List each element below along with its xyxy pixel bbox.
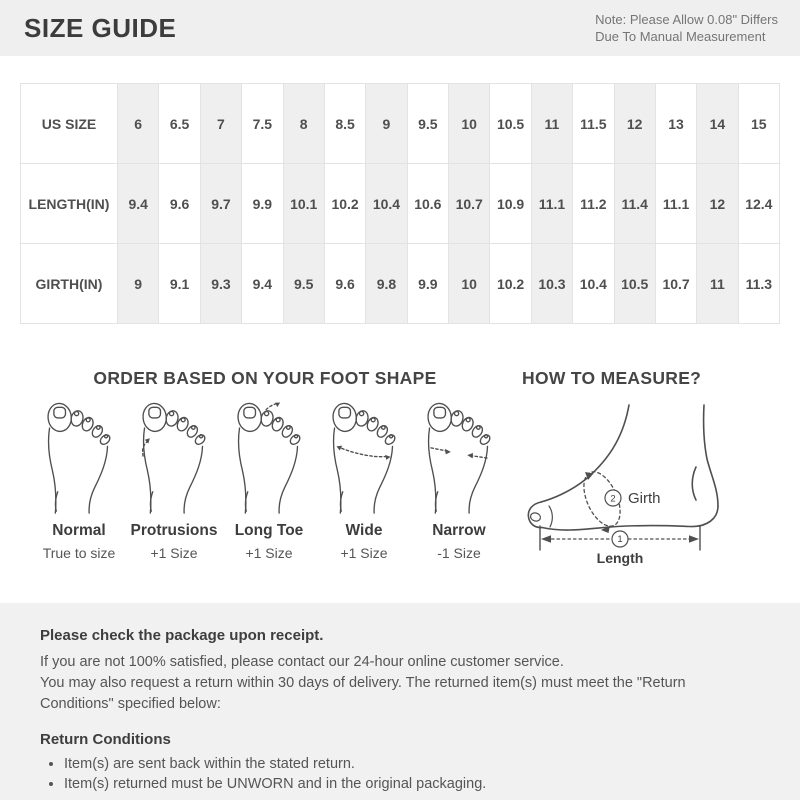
note-line-2: Due To Manual Measurement — [595, 29, 766, 44]
foot-shape-advice: +1 Size — [340, 545, 388, 561]
row-label: LENGTH(IN) — [21, 164, 118, 244]
foot-shape-item — [317, 401, 411, 561]
size-cell: 10.5 — [614, 244, 655, 324]
size-cell: 9.4 — [118, 164, 159, 244]
foot-shape-item — [127, 401, 221, 561]
return-info-panel — [0, 603, 800, 800]
foot-icon-wide — [329, 401, 399, 515]
size-cell: 9 — [118, 244, 159, 324]
foot-shape-item — [222, 401, 316, 561]
foot-icon-long-toe — [234, 401, 304, 515]
size-cell: 9.9 — [242, 164, 283, 244]
return-condition-item: • Item(s) are sent back within the stated return. — [64, 754, 760, 774]
size-cell: 12 — [614, 84, 655, 164]
foot-shape-title: ORDER BASED ON YOUR FOOT SHAPE — [93, 368, 437, 388]
size-cell: 11.2 — [573, 164, 614, 244]
foot-shape-advice: +1 Size — [245, 545, 293, 561]
girth-number: 2 — [610, 493, 616, 505]
size-table-wrap — [20, 83, 780, 324]
size-cell: 8.5 — [324, 84, 365, 164]
size-cell: 11.4 — [614, 164, 655, 244]
girth-label: Girth — [628, 490, 661, 507]
size-cell: 9.6 — [324, 244, 365, 324]
size-cell: 10 — [449, 84, 490, 164]
size-cell: 11.3 — [738, 244, 779, 324]
size-cell: 6 — [118, 84, 159, 164]
foot-shape-name: Long Toe — [234, 522, 304, 539]
table-row — [21, 84, 780, 164]
satisfaction-line: If you are not 100% satisfied, please contact our 24-hour online customer service. — [40, 654, 564, 670]
foot-shape-name: Protrusions — [130, 522, 218, 539]
foot-shape-name: Narrow — [432, 522, 486, 539]
row-label: GIRTH(IN) — [21, 244, 118, 324]
size-cell: 10.6 — [407, 164, 448, 244]
size-cell: 9.4 — [242, 244, 283, 324]
size-cell: 15 — [738, 84, 779, 164]
size-table-body — [21, 84, 780, 324]
size-cell: 11.1 — [655, 164, 696, 244]
size-cell: 7.5 — [242, 84, 283, 164]
foot-icon-protrusions — [139, 401, 209, 515]
size-cell: 8 — [283, 84, 324, 164]
size-cell: 10.5 — [490, 84, 531, 164]
size-cell: 9.5 — [407, 84, 448, 164]
size-cell: 7 — [200, 84, 241, 164]
size-cell: 9.1 — [159, 244, 200, 324]
size-cell: 11.1 — [531, 164, 572, 244]
size-cell: 10.4 — [573, 244, 614, 324]
foot-shape-name: Wide — [345, 522, 383, 539]
foot-shape-item — [32, 401, 126, 561]
size-cell: 10.7 — [449, 164, 490, 244]
size-cell: 13 — [655, 84, 696, 164]
size-cell: 9.9 — [407, 244, 448, 324]
length-number: 1 — [617, 534, 623, 546]
size-cell: 12.4 — [738, 164, 779, 244]
return-conditions-list — [40, 754, 760, 794]
size-cell: 11 — [531, 84, 572, 164]
middle-section — [0, 368, 800, 584]
return-conditions-heading: Return Conditions — [40, 731, 171, 748]
row-label: US SIZE — [21, 84, 118, 164]
size-cell: 10.3 — [531, 244, 572, 324]
how-to-measure-title: HOW TO MEASURE? — [522, 368, 702, 388]
size-cell: 10 — [449, 244, 490, 324]
foot-shape-advice: True to size — [42, 545, 116, 561]
size-cell: 10.2 — [324, 164, 365, 244]
page-title: SIZE GUIDE — [24, 12, 177, 43]
foot-icon-normal — [44, 401, 114, 515]
size-cell: 10.7 — [655, 244, 696, 324]
size-cell: 11.5 — [573, 84, 614, 164]
how-to-measure-section — [508, 368, 800, 584]
measure-diagram — [522, 399, 772, 579]
length-label: Length — [596, 550, 644, 566]
size-cell: 12 — [697, 164, 738, 244]
foot-icon-narrow — [424, 401, 494, 515]
size-cell: 10.9 — [490, 164, 531, 244]
size-cell: 11 — [697, 244, 738, 324]
size-cell: 9.8 — [366, 244, 407, 324]
size-cell: 10.2 — [490, 244, 531, 324]
foot-shape-row — [30, 401, 508, 561]
foot-shape-item — [412, 401, 506, 561]
size-cell: 10.4 — [366, 164, 407, 244]
note-line-1: Note: Please Allow 0.08" Differs — [595, 12, 778, 27]
size-table — [20, 83, 780, 324]
size-cell: 9.5 — [283, 244, 324, 324]
size-cell: 6.5 — [159, 84, 200, 164]
size-cell: 9 — [366, 84, 407, 164]
foot-shape-advice: -1 Size — [437, 545, 481, 561]
size-cell: 9.6 — [159, 164, 200, 244]
table-row — [21, 164, 780, 244]
return-request-line: You may also request a return within 30 days of delivery. The returned item(s) must meet the "Return Conditions" specified below: — [40, 675, 686, 712]
size-cell: 10.1 — [283, 164, 324, 244]
size-cell: 9.3 — [200, 244, 241, 324]
foot-shape-name: Normal — [52, 522, 106, 539]
package-check-heading: Please check the package upon receipt. — [40, 627, 324, 644]
foot-shape-section — [0, 368, 508, 584]
page-header — [0, 0, 800, 56]
table-row — [21, 244, 780, 324]
return-condition-item: • Item(s) returned must be UNWORN and in the original packaging. — [64, 774, 760, 794]
size-cell: 14 — [697, 84, 738, 164]
size-cell: 9.7 — [200, 164, 241, 244]
measurement-note — [595, 11, 778, 45]
foot-shape-advice: +1 Size — [150, 545, 198, 561]
